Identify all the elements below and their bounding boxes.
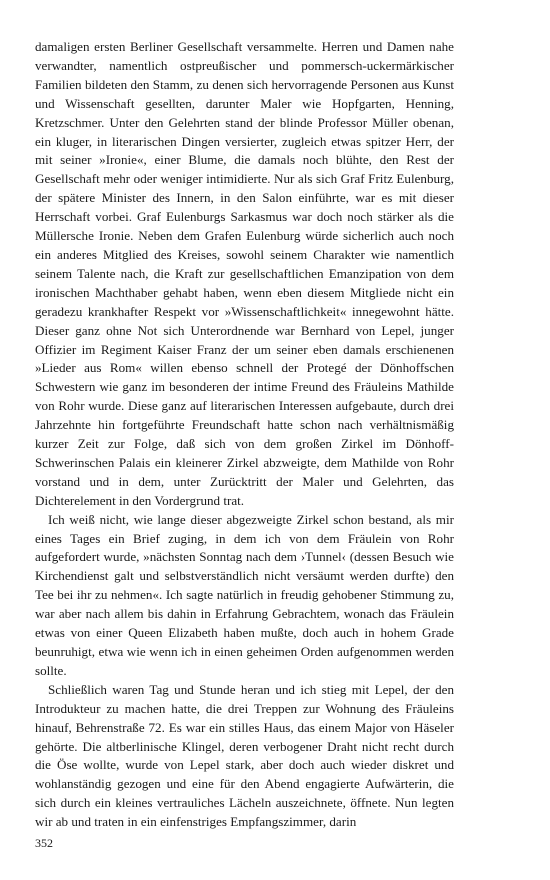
paragraph-3: Schließlich waren Tag und Stunde heran und ich stieg mit Lepel, der den Introdukteur zu machen hatte, die drei Treppen zur Wohnung des Fräuleins hinauf, Behrenstraße 72. Es war ein stilles Haus, das einem Major von Häseler gehörte. Die altberlinische Klingel, deren verbogener Draht nicht recht durch die Öse wollte, wurde von Lepel stark, aber doch auch wieder diskret und wohlanständig gezogen und eine für den Abend engagierte Aufwärterin, die sich durch ein kleines vertrauliches Lächeln auszeichnete, öffnete. Nun legten wir ab und traten in ein einfenstriges Empfangszimmer, darin bbox=[35, 681, 454, 830]
page-number: 352 bbox=[35, 836, 53, 850]
paragraph-1: damaligen ersten Berliner Gesellschaft versammelte. Herren und Damen nahe verwandter, namentlich ostpreußischer und pommersch-uckermärkischer Familien bildeten den Stamm, zu denen sich hervorragende Personen aus Kunst und Wissenschaft gesellten, darunter Maler wie Hopfgarten, Henning, Kretzschmer. Unter den Gelehrten stand der blinde Professor Müller obenan, ein kluger, in literarischen Dingen versierter, zugleich etwas spitzer Herr, der mit seiner »Ironie«, einer Blume, die damals noch blühte, den Rest der Gesellschaft mehr oder weniger intimidierte. Nur als sich Graf Fritz Eulenburg, der spätere Minister des Innern, in den Salon einführte, war es mit dieser Herrschaft vorbei. Graf Eulenburgs Sarkasmus war doch noch stärker als die Müllersche Ironie. Neben dem Grafen Eulenburg würde sicherlich auch noch ein anderes Mitglied des Kreises, sowohl seinem Charakter wie namentlich seinem Talente nach, die Kraft zur gesellschaftlichen Emanzipation von dem ironischen Machthaber gehabt haben, wenn eben diesem Mitgliede nicht ein geradezu krankhafter Respekt vor »Wissenschaftlichkeit« innegewohnt hätte. Dieser ganz ohne Not sich Unterordnende war Bernhard von Lepel, junger Offizier im Regiment Kaiser Franz der um seiner eben damals erschienenen »Lieder aus Rom« willen ebenso schnell der Protegé der Dönhoffschen Schwestern wie ganz im besonderen der intime Freund des Fräuleins Mathilde von Rohr wurde. Diese ganz auf literarischen Interessen aufgebaute, durch drei Jahrzehnte hin fortgeführte Freundschaft hatte schon nach verhältnismäßig kurzer Zeit zur Folge, daß sich von dem großen Zirkel im Dönhoff-Schwerinschen Palais ein kleinerer Zirkel abzweigte, dem Mathilde von Rohr vorstand und in dem, unter Zurücktritt der Maler und Gelehrten, das Dichterelement in den Vordergrund trat. bbox=[35, 39, 454, 508]
book-page-text bbox=[35, 38, 454, 832]
paragraph-2: Ich weiß nicht, wie lange dieser abgezweigte Zirkel schon bestand, als mir eines Tages ein Brief zuging, in dem ich von dem Fräulein von Rohr aufgefordert wurde, »nächsten Sonntag nach dem ›Tunnel‹ (dessen Besuch wie Kirchendienst galt und selbstverständlich nicht versäumt werden durfte) den Tee bei ihr zu nehmen«. Ich sagte natürlich in freudig gehobener Stimmung zu, war aber nach allem bis dahin in Erfahrung Gebrachtem, wonach das Fräulein etwas von einer Queen Elizabeth haben mußte, doch auch in hohem Grade beunruhigt, etwa wie wenn ich in einen geheimen Orden aufgenommen werden sollte. bbox=[35, 511, 454, 678]
